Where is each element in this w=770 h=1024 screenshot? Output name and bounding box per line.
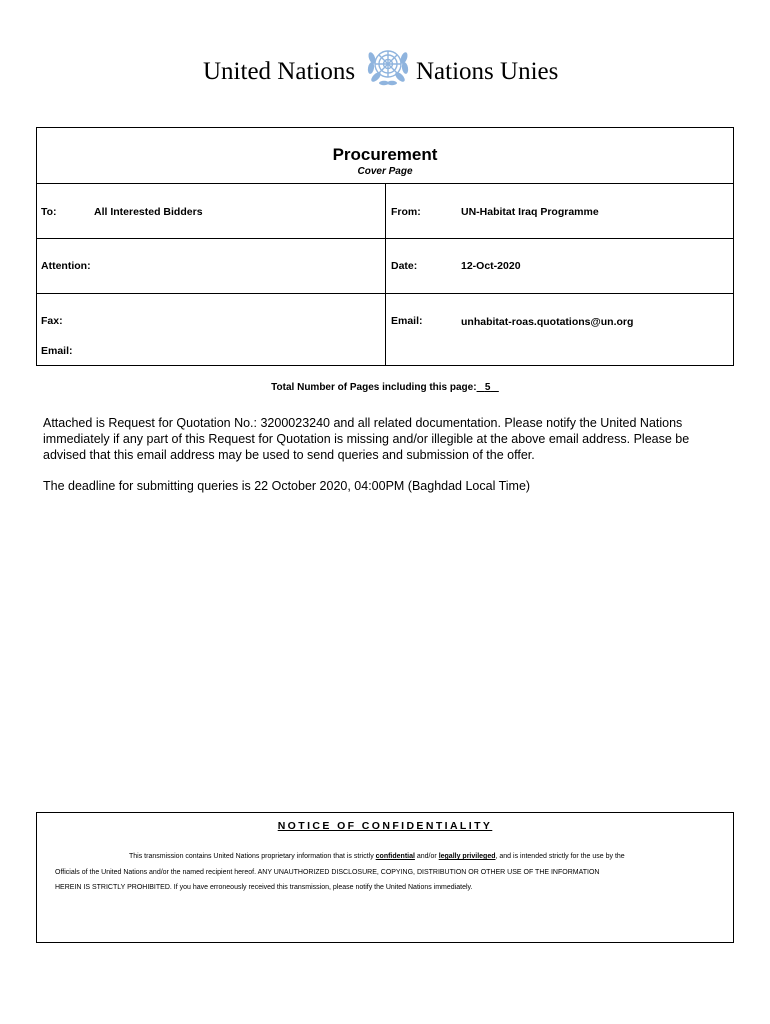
confidentiality-box bbox=[36, 812, 734, 943]
deadline-paragraph: The deadline for submitting queries is 22 October 2020, 04:00PM (Baghdad Local Time) bbox=[43, 479, 531, 493]
cover-table bbox=[36, 127, 734, 366]
from-label: From: bbox=[391, 206, 421, 218]
attention-label: Attention: bbox=[41, 260, 91, 272]
cover-subtitle: Cover Page bbox=[357, 166, 413, 177]
column-divider bbox=[385, 184, 386, 365]
email-label: Email: bbox=[391, 315, 423, 327]
un-emblem-icon bbox=[364, 44, 412, 88]
date-value: 12-Oct-2020 bbox=[461, 260, 521, 272]
confidentiality-heading: NOTICE OF CONFIDENTIALITY bbox=[277, 820, 493, 832]
date-label: Date: bbox=[391, 260, 418, 272]
confidentiality-line: Officials of the United Nations and/or the named recipient hereof. ANY UNAUTHORIZED DISCLOSURE, COPYING, DISTRIBUTION OR OTHER USE OF THE INFORMATION bbox=[55, 869, 600, 876]
body-paragraph: Attached is Request for Quotation No.: 3200023240 and all related documentation. Please notify the United Nations immediately if any part of this Request for Quotation is missing and/or illegible at the above email address. Please be advised that this email address may be used to send queries and submission of the offer. bbox=[43, 416, 690, 462]
cover-title: Procurement bbox=[332, 145, 438, 164]
total-pages bbox=[0, 382, 770, 393]
total-pages-label: Total Number of Pages including this page: bbox=[271, 382, 477, 393]
from-value: UN-Habitat Iraq Programme bbox=[461, 206, 599, 218]
fax-label: Fax: bbox=[41, 315, 63, 327]
un-name-french: Nations Unies bbox=[416, 58, 559, 85]
to-label: To: bbox=[41, 206, 57, 218]
email-label: Email: bbox=[41, 345, 73, 357]
un-name-english: United Nations bbox=[203, 58, 356, 85]
to-value: All Interested Bidders bbox=[94, 206, 203, 218]
confidentiality-line: HEREIN IS STRICTLY PROHIBITED. If you have erroneously received this transmission, please notify the United Nations immediately. bbox=[55, 884, 473, 891]
total-pages-value: 5 bbox=[484, 382, 491, 393]
email-value[interactable]: unhabitat-roas.quotations@un.org bbox=[461, 316, 634, 328]
confidentiality-line: This transmission contains United Nations proprietary information that is strictly confidential and/or legally privileged, and is intended strictly for the use by the bbox=[129, 853, 625, 860]
